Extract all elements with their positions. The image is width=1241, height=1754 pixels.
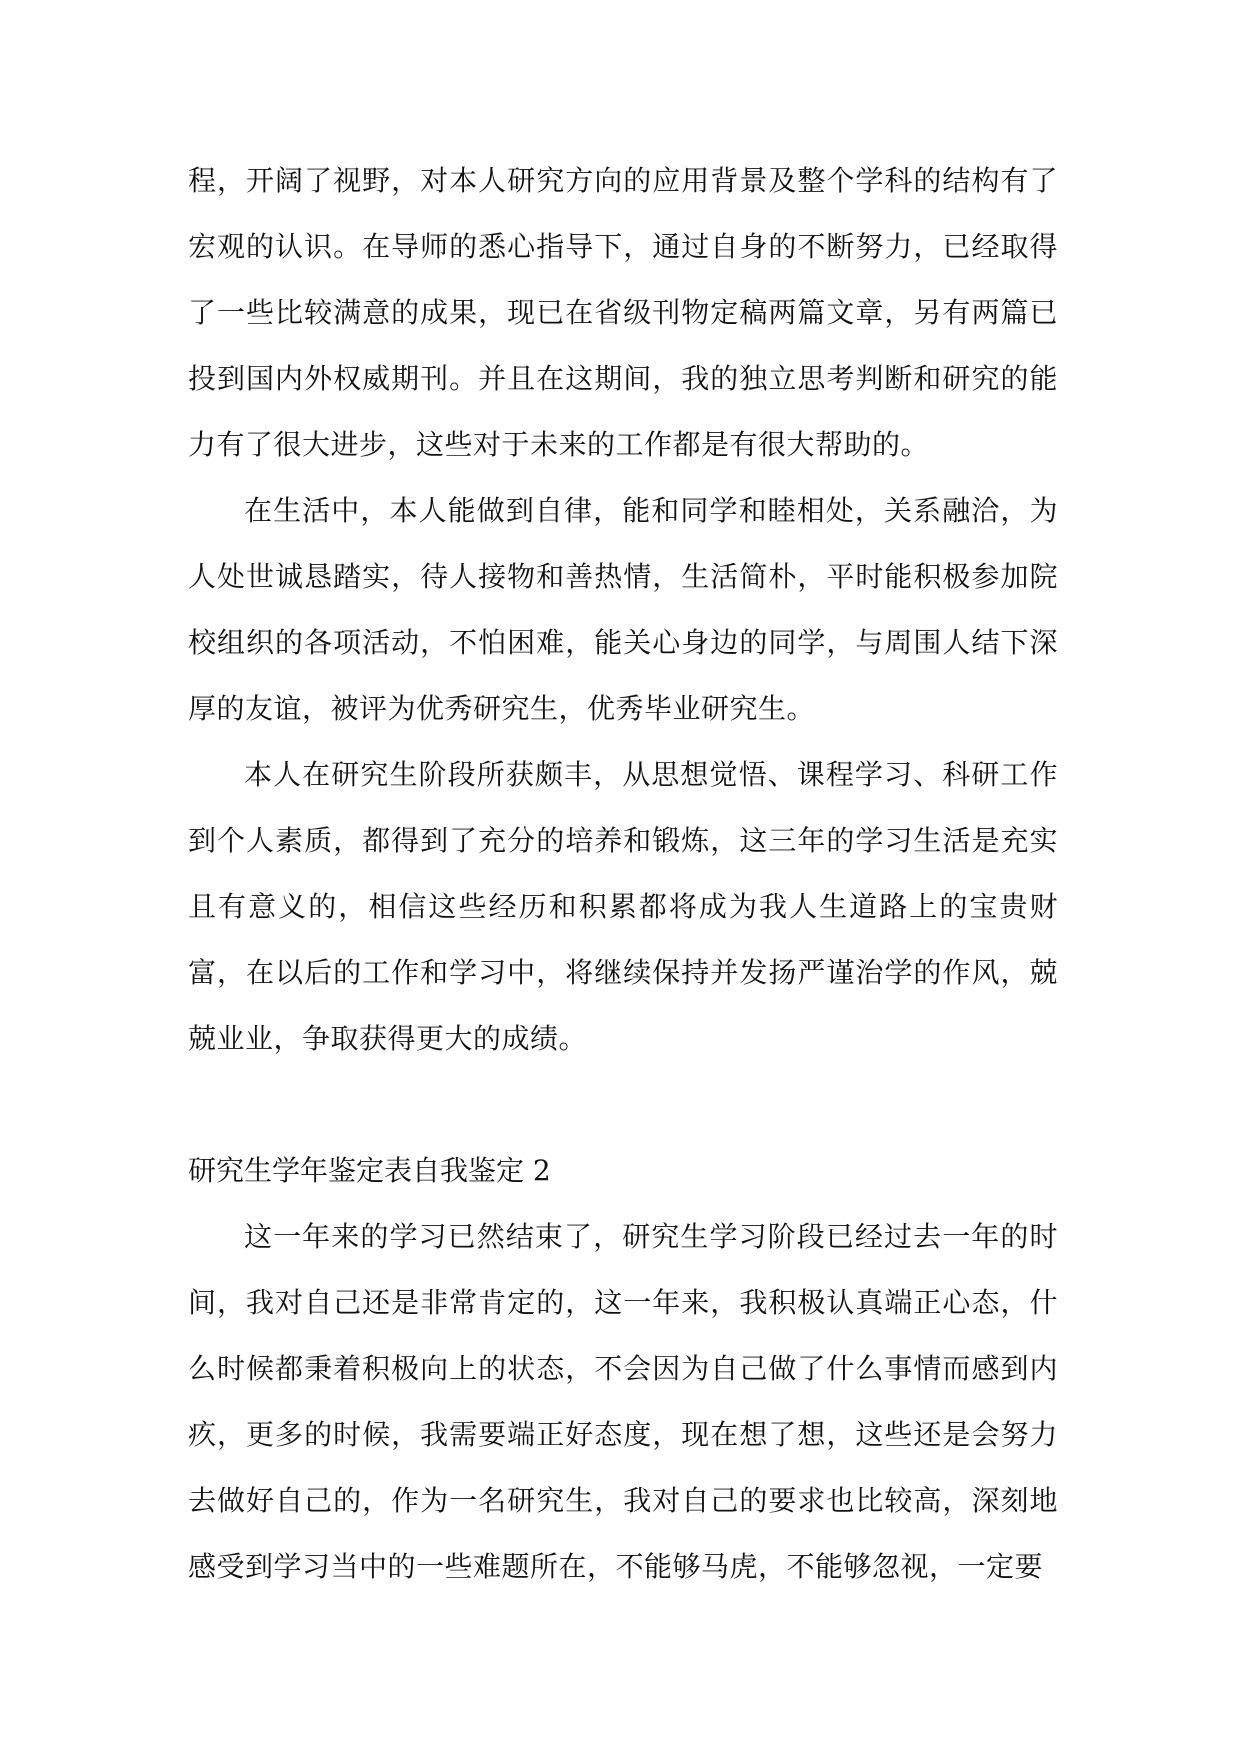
paragraph-research-continuation: 程，开阔了视野，对本人研究方向的应用背景及整个学科的结构有了宏观的认识。在导师的悉心指导下，通过自身的不断努力，已经取得了一些比较满意的成果，现已在省级刊物定稿两篇文章，另有两篇已投到国内外权威期刊。并且在这期间，我的独立思考判断和研究的能力有了很大进步，这些对于未来的工作都是有很大帮助的。	[188, 164, 1058, 461]
document-body	[188, 148, 1058, 1600]
paragraph-summary: 本人在研究生阶段所获颇丰，从思想觉悟、课程学习、科研工作到个人素质，都得到了充分的培养和锻炼，这三年的学习生活是充实且有意义的，相信这些经历和积累都将成为我人生道路上的宝贵财富，在以后的工作和学习中，将继续保持并发扬严谨治学的作风，兢兢业业，争取获得更大的成绩。	[188, 758, 1058, 1055]
paragraph-life: 在生活中，本人能做到自律，能和同学和睦相处，关系融洽，为人处世诚恳踏实，待人接物和善热情，生活简朴，平时能积极参加院校组织的各项活动，不怕困难，能关心身边的同学，与周围人结下深厚的友谊，被评为优秀研究生，优秀毕业研究生。	[188, 494, 1058, 725]
paragraph-year-review: 这一年来的学习已然结束了，研究生学习阶段已经过去一年的时间，我对自己还是非常肯定的，这一年来，我积极认真端正心态，什么时候都秉着积极向上的状态，不会因为自己做了什么事情而感到内疚，更多的时候，我需要端正好态度，现在想了想，这些还是会努力去做好自己的，作为一名研究生，我对自己的要求也比较高，深刻地感受到学习当中的一些难题所在，不能够马虎，不能够忽视，一定要	[188, 1220, 1058, 1583]
section-heading: 研究生学年鉴定表自我鉴定 2	[188, 1154, 551, 1187]
